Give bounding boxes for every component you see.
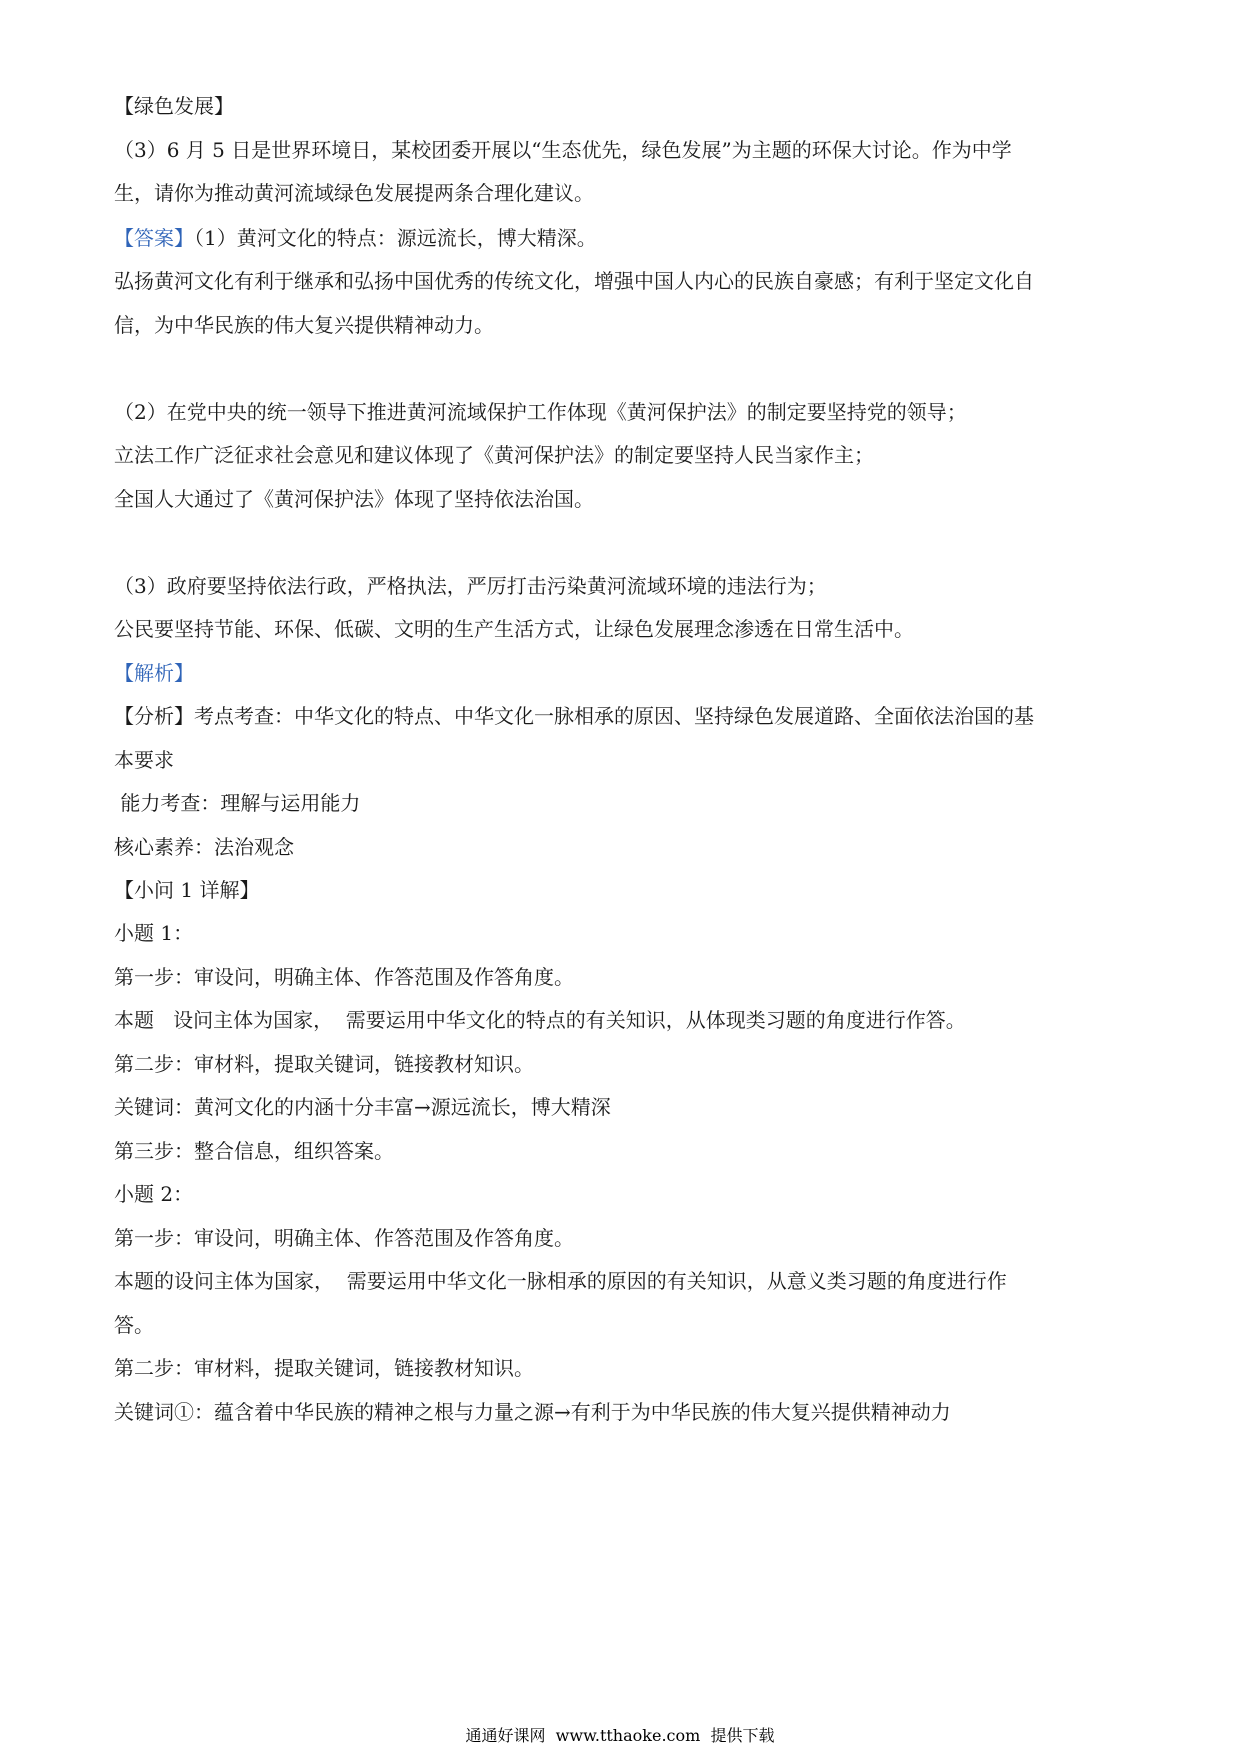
answer-2-line-3: 全国人大通过了《黄河保护法》体现了坚持依法治国。 bbox=[114, 487, 594, 511]
answer-1-line-1: 【答案】（1）黄河文化的特点：源远流长，博大精深。 bbox=[114, 226, 597, 250]
page-footer: 通通好课网 www.tthaoke.com 提供下载 bbox=[465, 1726, 775, 1745]
body-line: 第三步：整合信息，组织答案。 bbox=[114, 1139, 394, 1163]
ability-line: 能力考查：理解与运用能力 bbox=[114, 791, 361, 815]
body-line: 小题 2： bbox=[114, 1182, 194, 1206]
body-line: 本题 设问主体为国家， 需要运用中华文化的特点的有关知识，从体现类习题的角度进行作答。 bbox=[114, 1008, 966, 1032]
answer-2-line-1: （2）在党中央的统一领导下推进黄河流域保护工作体现《黄河保护法》的制定要坚持党的领导； bbox=[114, 400, 967, 424]
answer-1-line-2: 弘扬黄河文化有利于继承和弘扬中国优秀的传统文化，增强中国人内心的民族自豪感；有利于坚定文化自 bbox=[114, 269, 1034, 293]
body-line: 第一步：审设问，明确主体、作答范围及作答角度。 bbox=[114, 1226, 574, 1250]
answer-3-line-2: 公民要坚持节能、环保、低碳、文明的生产生活方式，让绿色发展理念渗透在日常生活中。 bbox=[114, 617, 914, 641]
answer-label: 【答案】 bbox=[114, 226, 194, 250]
body-line: 第二步：审材料，提取关键词，链接教材知识。 bbox=[114, 1052, 534, 1076]
answer-1-line-3: 信，为中华民族的伟大复兴提供精神动力。 bbox=[114, 313, 494, 337]
section-heading: 【绿色发展】 bbox=[114, 94, 234, 118]
analysis-line-2: 本要求 bbox=[114, 748, 174, 772]
answer-3-line-1: （3）政府要坚持依法行政，严格执法，严厉打击污染黄河流域环境的违法行为； bbox=[114, 574, 827, 598]
body-line: 答。 bbox=[114, 1313, 154, 1337]
body-line: 关键词：黄河文化的内涵十分丰富→源远流长，博大精深 bbox=[114, 1095, 611, 1119]
body-line: 小题 1： bbox=[114, 921, 194, 945]
answer-2-line-2: 立法工作广泛征求社会意见和建议体现了《黄河保护法》的制定要坚持人民当家作主； bbox=[114, 443, 874, 467]
core-literacy-line: 核心素养：法治观念 bbox=[114, 835, 294, 859]
body-line: 第一步：审设问，明确主体、作答范围及作答角度。 bbox=[114, 965, 574, 989]
question-3-line-1: （3）6 月 5 日是世界环境日，某校团委开展以“生态优先，绿色发展”为主题的环保大讨论。作为中学 bbox=[114, 138, 1012, 162]
body-line: 第二步：审材料，提取关键词，链接教材知识。 bbox=[114, 1356, 534, 1380]
analysis-line-1: 【分析】考点考查：中华文化的特点、中华文化一脉相承的原因、坚持绿色发展道路、全面依法治国的基 bbox=[114, 704, 1034, 728]
analysis-label: 【解析】 bbox=[114, 661, 194, 685]
sub-question-1-header: 【小问 1 详解】 bbox=[114, 878, 260, 902]
body-line: 关键词①：蕴含着中华民族的精神之根与力量之源→有利于为中华民族的伟大复兴提供精神动力 bbox=[114, 1400, 951, 1424]
body-line: 本题的设问主体为国家， 需要运用中华文化一脉相承的原因的有关知识，从意义类习题的角度进行作 bbox=[114, 1269, 1007, 1293]
question-3-line-2: 生，请你为推动黄河流域绿色发展提两条合理化建议。 bbox=[114, 181, 594, 205]
